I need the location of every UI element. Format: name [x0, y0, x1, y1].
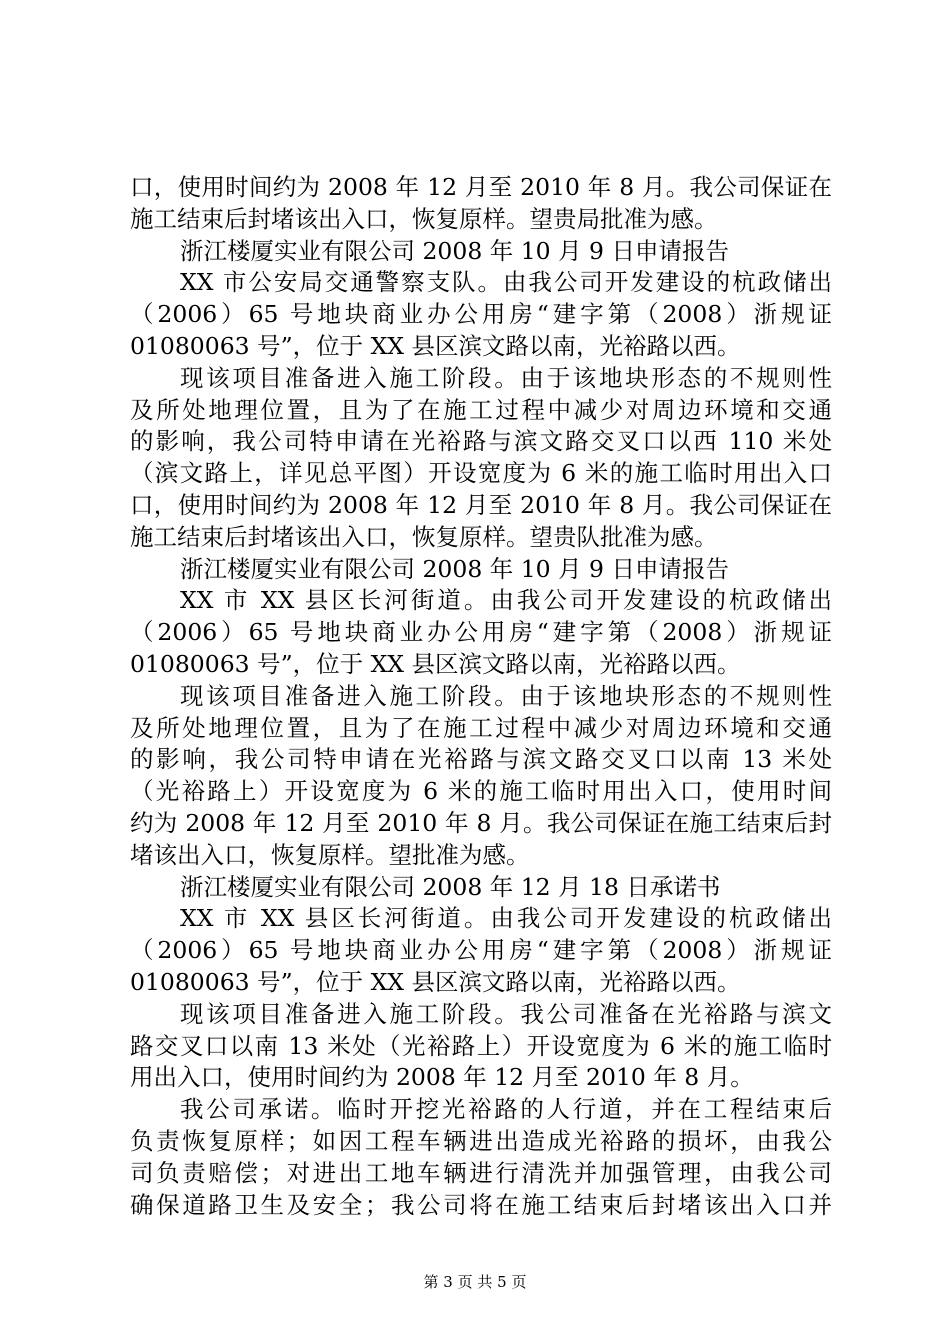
text-line-10: （滨文路上，详见总平图）开设宽度为 6 米的施工临时用出入口 [130, 459, 832, 488]
text-line-20: （光裕路上）开设宽度为 6 米的施工临时用出入口，使用时间 [130, 777, 832, 806]
text-line-19: 的影响，我公司特申请在光裕路与滨文路交叉口以南 13 米处 [130, 745, 832, 774]
text-line-5: （2006）65 号地块商业办公用房“建字第（2008）浙规证 [130, 300, 832, 329]
text-line-17: 现该项目准备进入施工阶段。由于该地块形态的不规则性 [180, 681, 832, 710]
text-line-32: 司负责赔偿；对进出工地车辆进行清洗并加强管理，由我公司 [130, 1158, 832, 1187]
text-line-2: 施工结束后封堵该出入口，恢复原样。望贵局批准为感。 [130, 204, 718, 233]
text-line-6: 01080063 号”，位于 XX 县区滨文路以南，光裕路以西。 [130, 331, 741, 360]
text-line-28: 路交叉口以南 13 米处（光裕路上）开设宽度为 6 米的施工临时 [130, 1031, 832, 1060]
signature-line-3: 浙江楼厦实业有限公司 2008 年 12 月 18 日承诺书 [180, 872, 721, 901]
text-line-25: （2006）65 号地块商业办公用房“建字第（2008）浙规证 [130, 936, 832, 965]
text-line-18: 及所处地理位置，且为了在施工过程中减少对周边环境和交通 [130, 713, 832, 742]
text-line-33: 确保道路卫生及安全；我公司将在施工结束后封堵该出入口并 [130, 1190, 832, 1219]
text-line-31: 负责恢复原样；如因工程车辆进出造成光裕路的损坏，由我公 [130, 1126, 832, 1155]
text-line-12: 施工结束后封堵该出入口，恢复原样。望贵队批准为感。 [130, 522, 718, 551]
text-line-8: 及所处地理位置，且为了在施工过程中减少对周边环境和交通 [130, 395, 832, 424]
text-line-1: 口，使用时间约为 2008 年 12 月至 2010 年 8 月。我公司保证在 [130, 173, 832, 201]
text-line-30: 我公司承诺。临时开挖光裕路的人行道，并在工程结束后 [180, 1095, 832, 1124]
text-line-9: 的影响，我公司特申请在光裕路与滨文路交叉口以西 110 米处 [130, 427, 832, 456]
text-line-24: XX 市 XX 县区长河街道。由我公司开发建设的杭政储出 [180, 904, 832, 933]
text-line-11: 口，使用时间约为 2008 年 12 月至 2010 年 8 月。我公司保证在 [130, 490, 832, 519]
text-line-21: 约为 2008 年 12 月至 2010 年 8 月。我公司保证在施工结束后封 [130, 808, 832, 837]
text-line-7: 现该项目准备进入施工阶段。由于该地块形态的不规则性 [180, 363, 832, 392]
page-number-footer: 第 3 页 共 5 页 [423, 1273, 527, 1291]
text-line-16: 01080063 号”，位于 XX 县区滨文路以南，光裕路以西。 [130, 649, 741, 678]
text-line-14: XX 市 XX 县区长河街道。由我公司开发建设的杭政储出 [180, 586, 832, 615]
text-line-15: （2006）65 号地块商业办公用房“建字第（2008）浙规证 [130, 618, 832, 647]
text-line-26: 01080063 号”，位于 XX 县区滨文路以南，光裕路以西。 [130, 967, 741, 996]
text-line-29: 用出入口，使用时间约为 2008 年 12 月至 2010 年 8 月。 [130, 1063, 754, 1092]
text-line-4: XX 市公安局交通警察支队。由我公司开发建设的杭政储出 [180, 268, 832, 297]
signature-line-1: 浙江楼厦实业有限公司 2008 年 10 月 9 日申请报告 [180, 236, 729, 265]
signature-line-2: 浙江楼厦实业有限公司 2008 年 10 月 9 日申请报告 [180, 554, 729, 583]
document-body [130, 172, 832, 1221]
text-line-27: 现该项目准备进入施工阶段。我公司准备在光裕路与滨文 [180, 999, 832, 1028]
text-line-22: 堵该出入口，恢复原样。望批准为感。 [130, 840, 530, 869]
